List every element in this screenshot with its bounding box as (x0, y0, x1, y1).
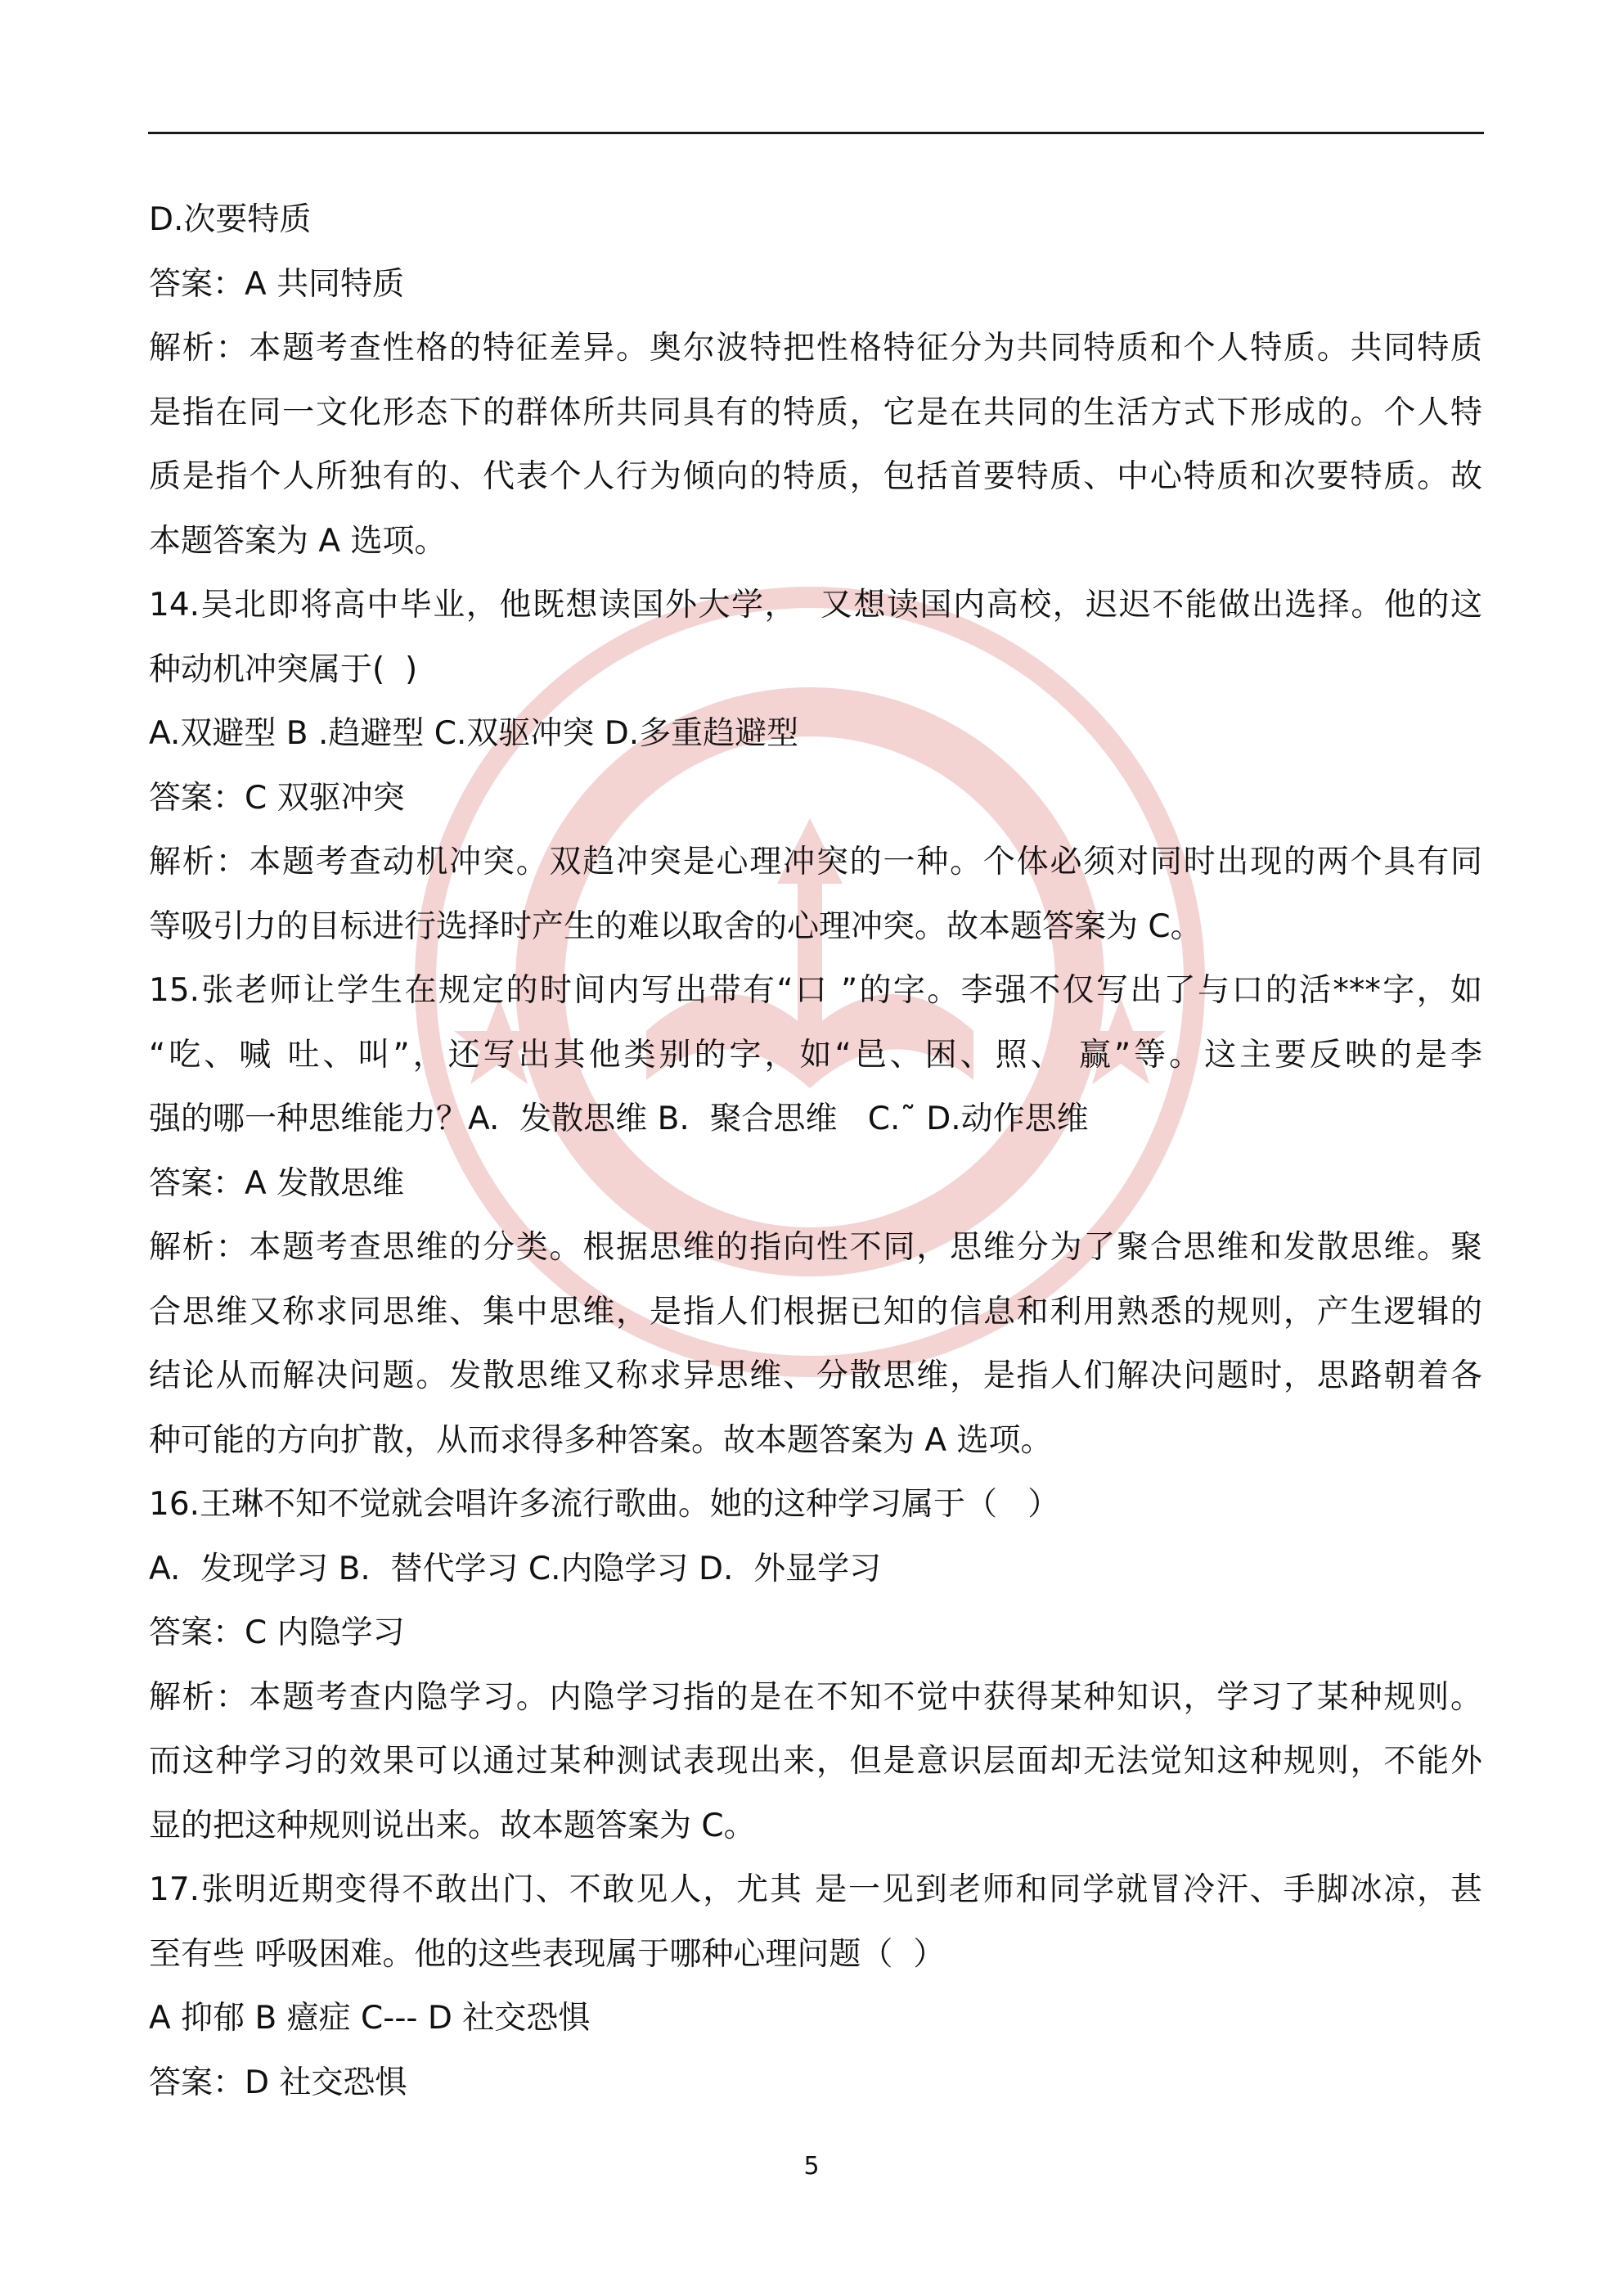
text-line: A. 发现学习 B. 替代学习 C.内隐学习 D. 外显学习 (149, 1550, 882, 1587)
text-line: 显的把这种规则说出来。故本题答案为 C。 (149, 1807, 756, 1844)
text-line: A.双避型 B .趋避型 C.双驱冲突 D.多重趋避型 (149, 715, 799, 752)
page-number: 5 (803, 2152, 820, 2181)
text-line: 解析：本题考查内隐学习。内隐学习指的是在不知不觉中获得某种知识，学习了某种规则。 (149, 1678, 1482, 1716)
text-line: D.次要特质 (149, 201, 312, 238)
text-line: 等吸引力的目标进行选择时产生的难以取舍的心理冲突。故本题答案为 C。 (149, 907, 1203, 945)
text-line: 答案：A 发散思维 (149, 1164, 405, 1202)
text-line: 种动机冲突属于( ) (149, 651, 418, 688)
text-line: 强的哪一种思维能力？A. 发散思维 B. 聚合思维 C.˜ D.动作思维 (149, 1101, 1089, 1137)
text-line: 解析：本题考查性格的特征差异。奥尔波特把性格特征分为共同特质和个人特质。共同特质 (149, 330, 1482, 367)
text-line: 结论从而解决问题。发散思维又称求异思维、分散思维，是指人们解决问题时，思路朝着各 (149, 1357, 1482, 1394)
text-line: 至有些 呼吸困难。他的这些表现属于哪种心理问题（ ） (149, 1935, 946, 1973)
header-rule (148, 132, 1484, 134)
text-line: 答案：D 社交恐惧 (149, 2064, 407, 2101)
text-line: 而这种学习的效果可以通过某种测试表现出来，但是意识层面却无法觉知这种规则，不能外 (149, 1743, 1482, 1780)
text-line: 种可能的方向扩散，从而求得多种答案。故本题答案为 A 选项。 (149, 1421, 1053, 1459)
text-line: 答案：C 内隐学习 (149, 1614, 405, 1651)
text-line: 14.吴北即将高中毕业，他既想读国外大学， 又想读国内高校，迟迟不能做出选择。他的这 (149, 587, 1482, 624)
text-line: 是指在同一文化形态下的群体所共同具有的特质，它是在共同的生活方式下形成的。个人特 (149, 394, 1482, 431)
text-line: 解析：本题考查思维的分类。根据思维的指向性不同，思维分为了聚合思维和发散思维。聚 (149, 1229, 1482, 1266)
text-line: 本题答案为 A 选项。 (149, 522, 447, 560)
text-line: A 抑郁 B 癔症 C--- D 社交恐惧 (149, 2000, 591, 2037)
text-line: 16.王琳不知不觉就会唱许多流行歌曲。她的这种学习属于（ ） (149, 1486, 1060, 1523)
text-line: 答案：C 双驱冲突 (149, 779, 405, 817)
text-line: 17.张明近期变得不敢出门、不敢见人，尤其 是一见到老师和同学就冒冷汗、手脚冰凉，甚 (149, 1871, 1482, 1908)
text-line: “吃、喊 吐、叫”，还写出其他类别的字，如“邑、困、照、 赢”等。这主要反映的是李 (149, 1036, 1482, 1074)
text-line: 解析：本题考查动机冲突。双趋冲突是心理冲突的一种。个体必须对同时出现的两个具有同 (149, 844, 1482, 880)
text-line: 答案：A 共同特质 (149, 265, 405, 303)
document-body (149, 188, 1482, 2115)
text-line: 质是指个人所独有的、代表个人行为倾向的特质，包括首要特质、中心特质和次要特质。故 (149, 458, 1482, 495)
text-line: 合思维又称求同思维、集中思维，是指人们根据已知的信息和利用熟悉的规则，产生逻辑的 (149, 1293, 1482, 1330)
text-line: 15.张老师让学生在规定的时间内写出带有“口 ”的字。李强不仅写出了与口的活***字，如 (149, 972, 1482, 1009)
